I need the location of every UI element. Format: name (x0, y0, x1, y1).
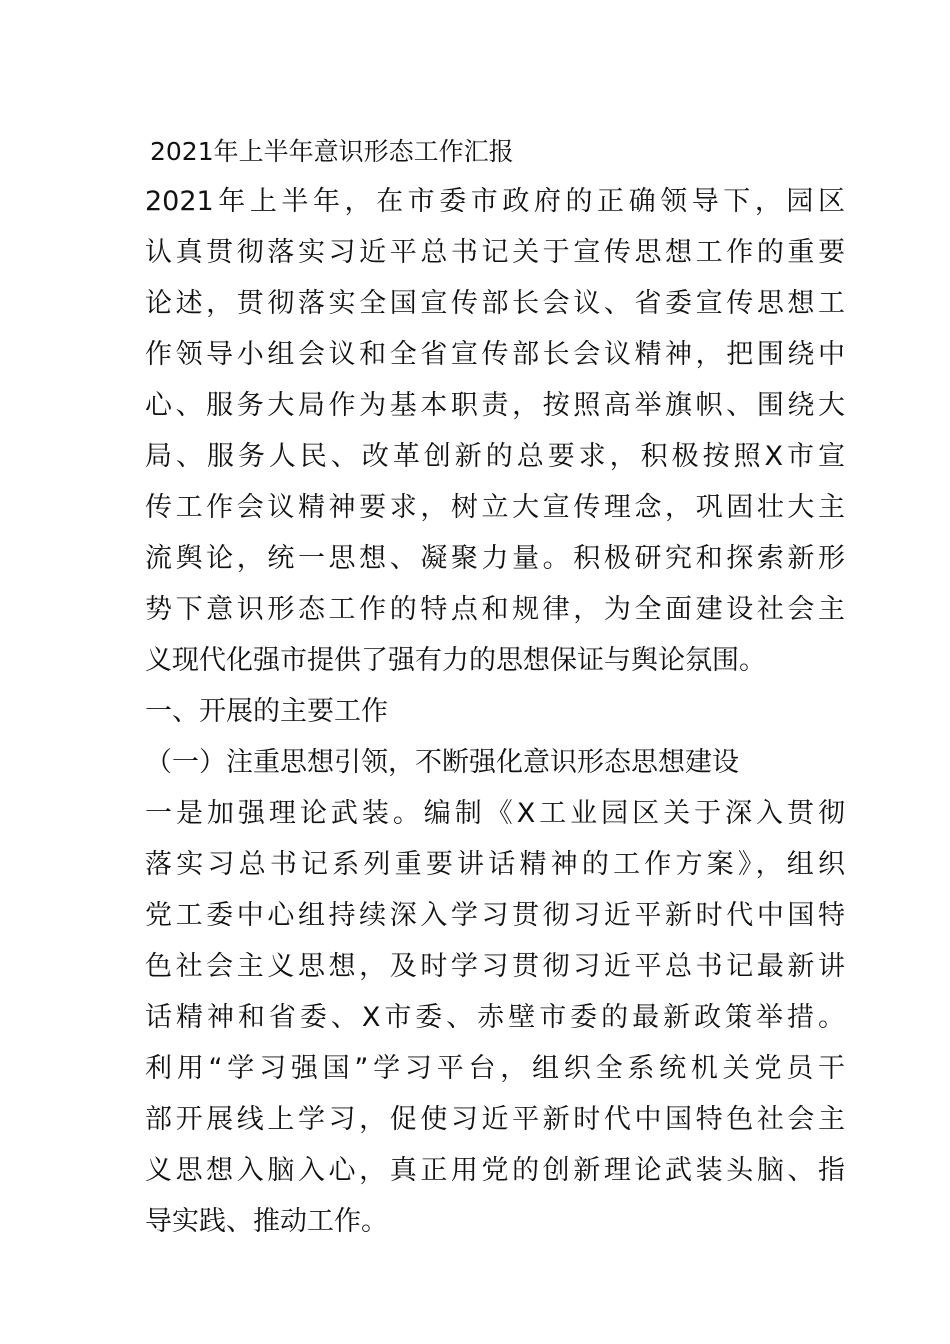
paragraph-line: 势下意识形态工作的特点和规律，为全面建设社会主 (145, 594, 845, 625)
paragraph-line: 一是加强理论武装。编制《X工业园区关于深入贯彻 (145, 798, 845, 829)
paragraph-line: 义现代化强市提供了强有力的思想保证与舆论氛围。 (145, 645, 766, 676)
paragraph-line: 利用“学习强国”学习平台，组织全系统机关党员干 (145, 1053, 845, 1084)
paragraph-line: 落实习总书记系列重要讲话精神的工作方案》，组织 (145, 849, 845, 880)
paragraph-line: 认真贯彻落实习近平总书记关于宣传思想工作的重要 (145, 237, 845, 268)
paragraph-line: 2021年上半年，在市委市政府的正确领导下，园区 (145, 186, 845, 217)
paragraph-line: 党工委中心组持续深入学习贯彻习近平新时代中国特 (145, 900, 845, 931)
document-title: 2021年上半年意识形态工作汇报 (150, 137, 514, 166)
paragraph-line: 话精神和省委、X市委、赤壁市委的最新政策举措。 (145, 1002, 845, 1033)
paragraph-line: 色社会主义思想，及时学习贯彻习近平总书记最新讲 (145, 951, 845, 982)
paragraph-line: 心、服务大局作为基本职责，按照高举旗帜、围绕大 (145, 390, 845, 421)
paragraph-line: 义思想入脑入心，真正用党的创新理论武装头脑、指 (145, 1155, 845, 1186)
paragraph-line: 传工作会议精神要求，树立大宣传理念，巩固壮大主 (145, 492, 845, 523)
paragraph-line: 论述，贯彻落实全国宣传部长会议、省委宣传思想工 (145, 288, 845, 319)
subsection-heading: （一）注重思想引领，不断强化意识形态思想建设 (145, 747, 739, 778)
paragraph-line: 流舆论，统一思想、凝聚力量。积极研究和探索新形 (145, 543, 845, 574)
paragraph-line: 部开展线上学习，促使习近平新时代中国特色社会主 (145, 1104, 845, 1135)
section-heading: 一、开展的主要工作 (145, 696, 388, 727)
paragraph-line: 导实践、推动工作。 (145, 1206, 388, 1237)
paragraph-line: 作领导小组会议和全省宣传部长会议精神，把围绕中 (145, 339, 845, 370)
paragraph-line: 局、服务人民、改革创新的总要求，积极按照X市宣 (145, 441, 845, 472)
